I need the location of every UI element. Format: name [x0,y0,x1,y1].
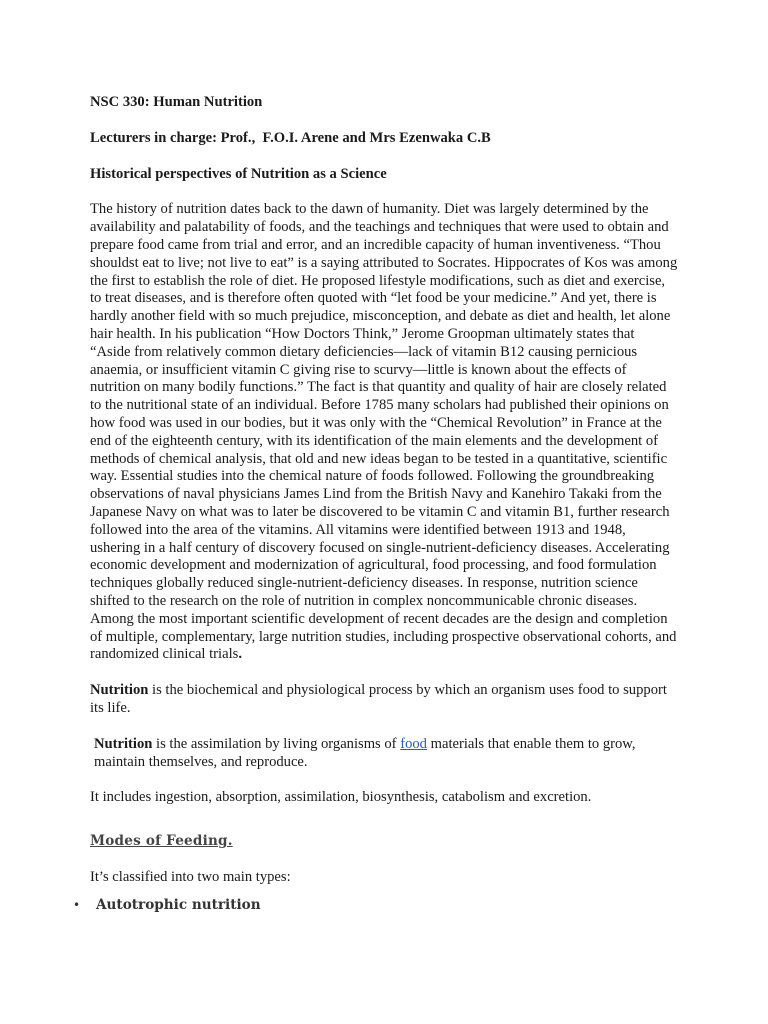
list-item [73,896,678,915]
history-trailing-period: . [238,646,242,663]
modes-of-feeding-heading: Modes of Feeding. [90,833,233,850]
definition-text-2b: materials that enable them to grow, maintain themselves, and reproduce. [94,735,636,770]
food-link[interactable]: food [400,735,427,752]
document-page [73,94,678,914]
history-paragraph [90,201,678,664]
definition-paragraph-2 [90,736,678,772]
course-title: NSC 330: Human Nutrition [90,94,263,110]
feeding-types-list [73,896,678,915]
definition-term-2: Nutrition [94,735,153,752]
history-text: The history of nutrition dates back to the dawn of humanity. Diet was largely determined by the availability and palatability of foods, and the teachings and techniques that were used to obtain and prepare food came from trial and error, and an incredible capacity of human inventiveness. “Thou shouldst eat to live; not live to eat” is a saying attributed to Socrates. Hippocrates of Kos was among the first to establish the role of diet. He proposed lifestyle modifications, such as diet and exercise, to treat diseases, and is therefore often quoted with “let food be your medicine.” And yet, there is hardly another field with so much prejudice, misconception, and debate as diet and health, let alone hair health. In his publication “How Doctors Think,” Jerome Groopman ultimately states that “Aside from relatively common dietary deficiencies—lack of vitamin B12 causing pernicious anaemia, or insufficient vitamin C giving rise to scurvy—little is known about the effects of nutrition on many bodily functions.” The fact is that quantity and quality of hair are closely related to the nutritional state of an individual. Before 1785 many scholars had published their opinions on how food was used in our bodies, but it was only with the “Chemical Revolution” in France at the end of the eighteenth century, with its identification of the main elements and the development of methods of chemical analysis, that old and new ideas began to be tested in a quantitative, scientific way. Essential studies into the chemical nature of foods followed. Following the groundbreaking observations of naval physicians James Lind from the British Navy and Kanehiro Takaki from the Japanese Navy on what was to later be discovered to be vitamin C and vitamin B1, further research followed into the area of the vitamins. All vitamins were identified between 1913 and 1948, ushering in a half century of discovery focused on single-nutrient-deficiency diseases. Accelerating economic development and modernization of agricultural, food processing, and food formulation techniques globally reduced single-nutrient-deficiency diseases. In response, nutrition science shifted to the research on the role of nutrition in complex noncommunicable chronic diseases. Among the most important scientific development of recent decades are the design and completion of multiple, complementary, large nutrition studies, including prospective observational cohorts, and randomized clinical trials [90,201,678,663]
classified-paragraph: It’s classified into two main types: [90,868,291,885]
definition-text-1: is the biochemical and physiological process by which an organism uses food to support its life. [90,682,667,716]
definition-term-1: Nutrition [90,682,149,699]
includes-paragraph: It includes ingestion, absorption, assimilation, biosynthesis, catabolism and excretion. [90,789,592,806]
list-item-label: Autotrophic nutrition [96,896,261,913]
bullet-icon: • [73,897,81,912]
lecturers-line: Lecturers in charge: Prof., F.O.I. Arene and Mrs Ezenwaka C.B [90,129,491,146]
section-heading: Historical perspectives of Nutrition as a Science [90,165,387,182]
definition-paragraph-1 [90,682,678,718]
definition-text-2a: is the assimilation by living organisms of [152,735,401,752]
